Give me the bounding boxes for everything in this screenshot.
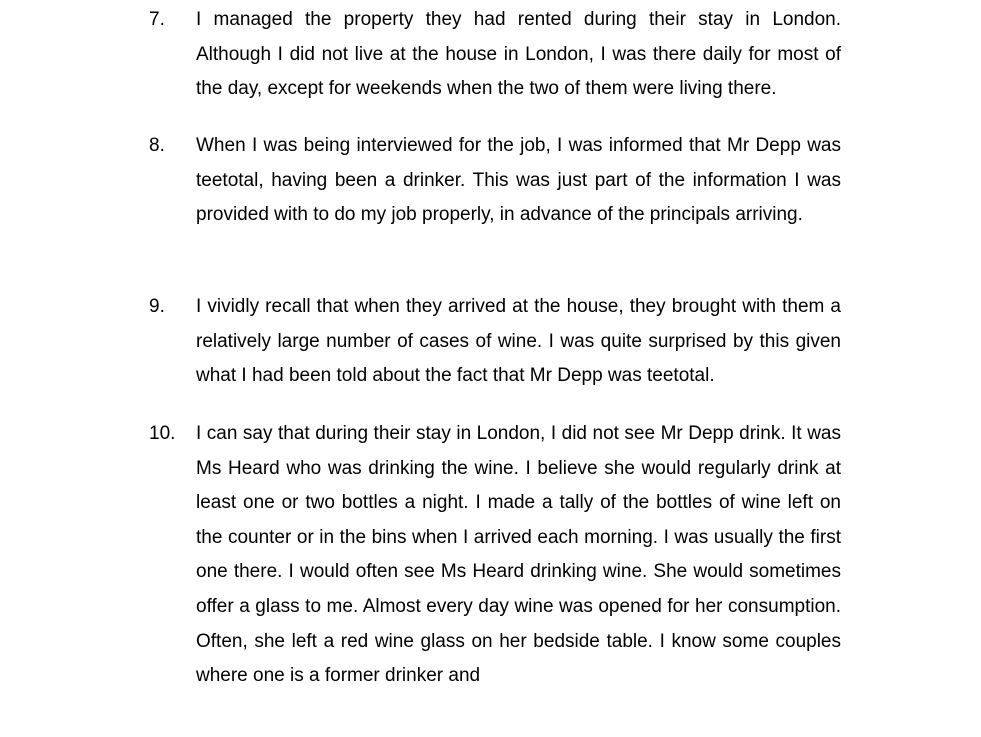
paragraph-number: 10. [149,423,176,444]
paragraph-number: 8. [149,135,165,156]
paragraph-text: I vividly recall that when they arrived at the house, they brought with them a relatively large number of cases of wine. I was quite surprised by this given what I had been told about the fact that Mr Depp was teetotal. [196,296,841,387]
paragraph-number: 7. [149,9,165,30]
paragraph-number: 9. [149,296,165,317]
paragraph-text: When I was being interviewed for the job, I was informed that Mr Depp was teetotal, having been a drinker. This was just part of the information I was provided with to do my job properly, in advance of the principals arriving. [196,135,841,226]
paragraph-text: I can say that during their stay in London, I did not see Mr Depp drink. It was Ms Heard who was drinking the wine. I believe she would regularly drink at least one or two bottles a night. I made a tally of the bottles of wine left on the counter or in the bins when I arrived each morning. I was usually the first one there. I would often see Ms Heard drinking wine. She would sometimes offer a glass to me. Almost every day wine was opened for her consumption. Often, she left a red wine glass on her bedside table. I know some couples where one is a former drinker and [196,423,841,687]
paragraph-text: I managed the property they had rented during their stay in London. Although I did not live at the house in London, I was there daily for most of the day, except for weekends when the two of them were living there. [196,9,841,100]
